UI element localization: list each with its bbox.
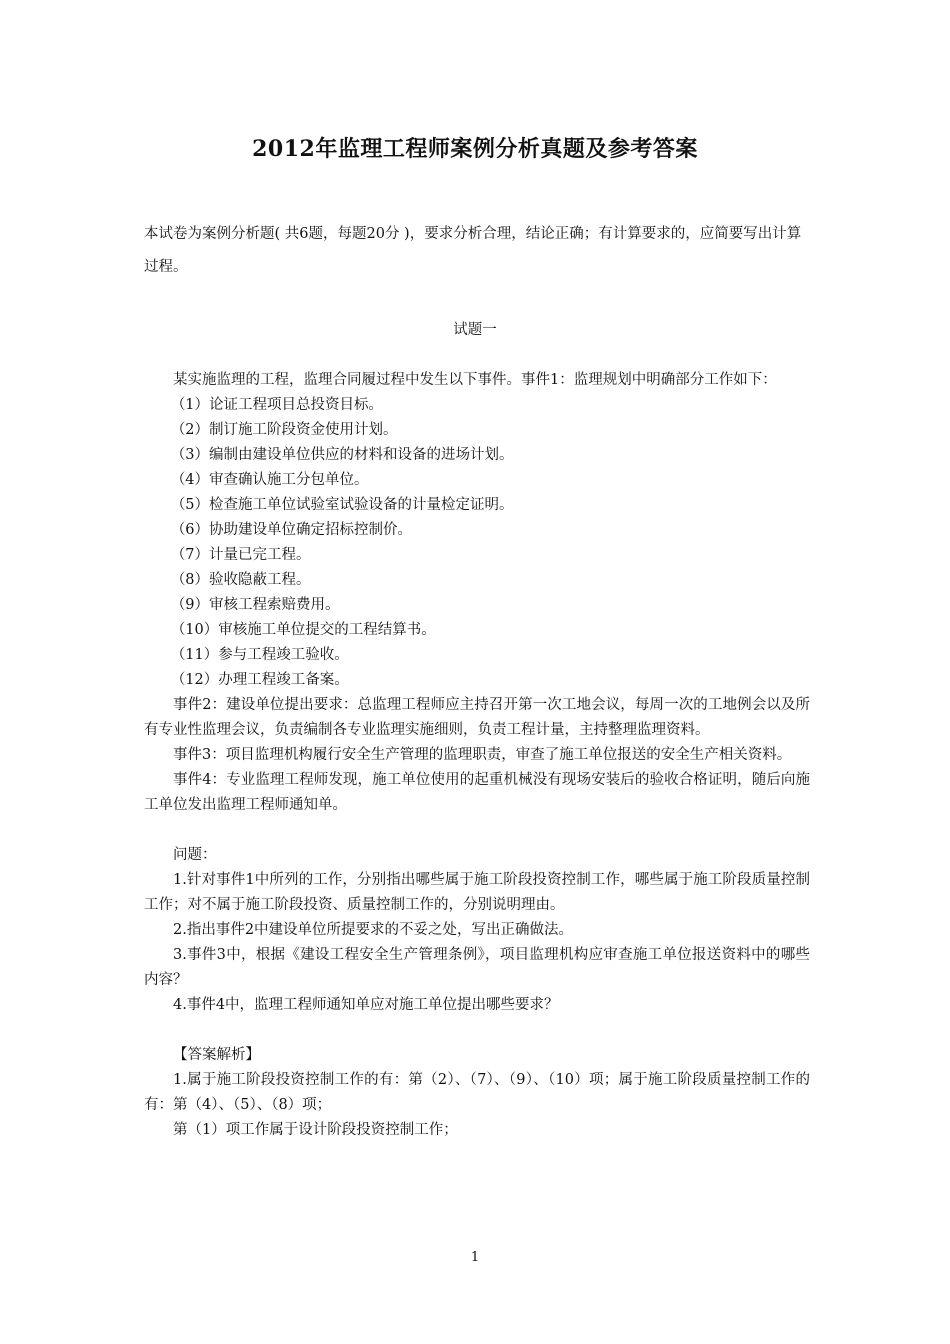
event3-paragraph: 事件3：项目监理机构履行安全生产管理的监理职责，审查了施工单位报送的安全生产相关资料。 <box>173 747 792 763</box>
list-item: （7）计量已完工程。 <box>170 547 311 563</box>
list-item: （2）制订施工阶段资金使用计划。 <box>170 422 398 438</box>
intro-paragraph: 本试卷为案例分析题( 共6题，每题20分 )，要求分析合理，结论正确；有计算要求的，应简要写出计算过程。 <box>144 226 802 275</box>
list-item: （10）审核施工单位提交的工程结算书。 <box>170 622 436 638</box>
list-item: （4）审查确认施工分包单位。 <box>170 472 369 488</box>
list-item: （11）参与工程竣工验收。 <box>170 647 349 663</box>
list-item: （9）审核工程索赔费用。 <box>170 597 340 613</box>
section-title: 试题一 <box>453 322 497 338</box>
work-items-list <box>144 393 810 693</box>
list-item: （6）协助建设单位确定招标控制价。 <box>170 522 413 538</box>
event1-paragraph: 某实施监理的工程，监理合同履过程中发生以下事件。事件1：监理规划中明确部分工作如下： <box>173 372 777 388</box>
answer-item: 1.属于施工阶段投资控制工作的有：第（2）、（7）、（9）、（10）项；属于施工阶段质量控制工作的有：第（4）、（5）、（8）项； <box>144 1072 810 1113</box>
list-item: （8）验收隐蔽工程。 <box>170 572 311 588</box>
question-item: 4.事件4中，监理工程师通知单应对施工单位提出哪些要求？ <box>173 997 559 1013</box>
questions-label: 问题： <box>173 847 217 863</box>
question-item: 3.事件3中，根据《建设工程安全生产管理条例》，项目监理机构应审查施工单位报送资料中的哪些内容？ <box>144 947 810 988</box>
question-body <box>144 368 810 1143</box>
list-item: （3）编制由建设单位供应的材料和设备的进场计划。 <box>170 447 514 463</box>
page-number: 1 <box>470 1250 480 1265</box>
list-item: （12）办理工程竣工备案。 <box>170 672 349 688</box>
answer-item: 第（1）项工作属于设计阶段投资控制工作； <box>173 1122 458 1138</box>
list-item: （5）检查施工单位试验室试验设备的计量检定证明。 <box>170 497 514 513</box>
question-item: 1.针对事件1中所列的工作，分别指出哪些属于施工阶段投资控制工作，哪些属于施工阶段质量控制工作；对不属于施工阶段投资、质量控制工作的，分别说明理由。 <box>144 872 810 913</box>
question-item: 2.指出事件2中建设单位所提要求的不妥之处，写出正确做法。 <box>173 922 574 938</box>
spacer <box>144 1018 810 1043</box>
answers-label: 【答案解析】 <box>173 1047 260 1063</box>
event2-paragraph: 事件2：建设单位提出要求：总监理工程师应主持召开第一次工地会议，每周一次的工地例会以及所有专业性监理会议，负责编制各专业监理实施细则，负责工程计量，主持整理监理资料。 <box>144 697 810 738</box>
event4-paragraph: 事件4：专业监理工程师发现，施工单位使用的起重机械没有现场安装后的验收合格证明，随后向施工单位发出监理工程师通知单。 <box>144 772 810 813</box>
list-item: （1）论证工程项目总投资目标。 <box>170 397 384 413</box>
page-title: 2012年监理工程师案例分析真题及参考答案 <box>252 136 698 162</box>
spacer <box>144 818 810 843</box>
